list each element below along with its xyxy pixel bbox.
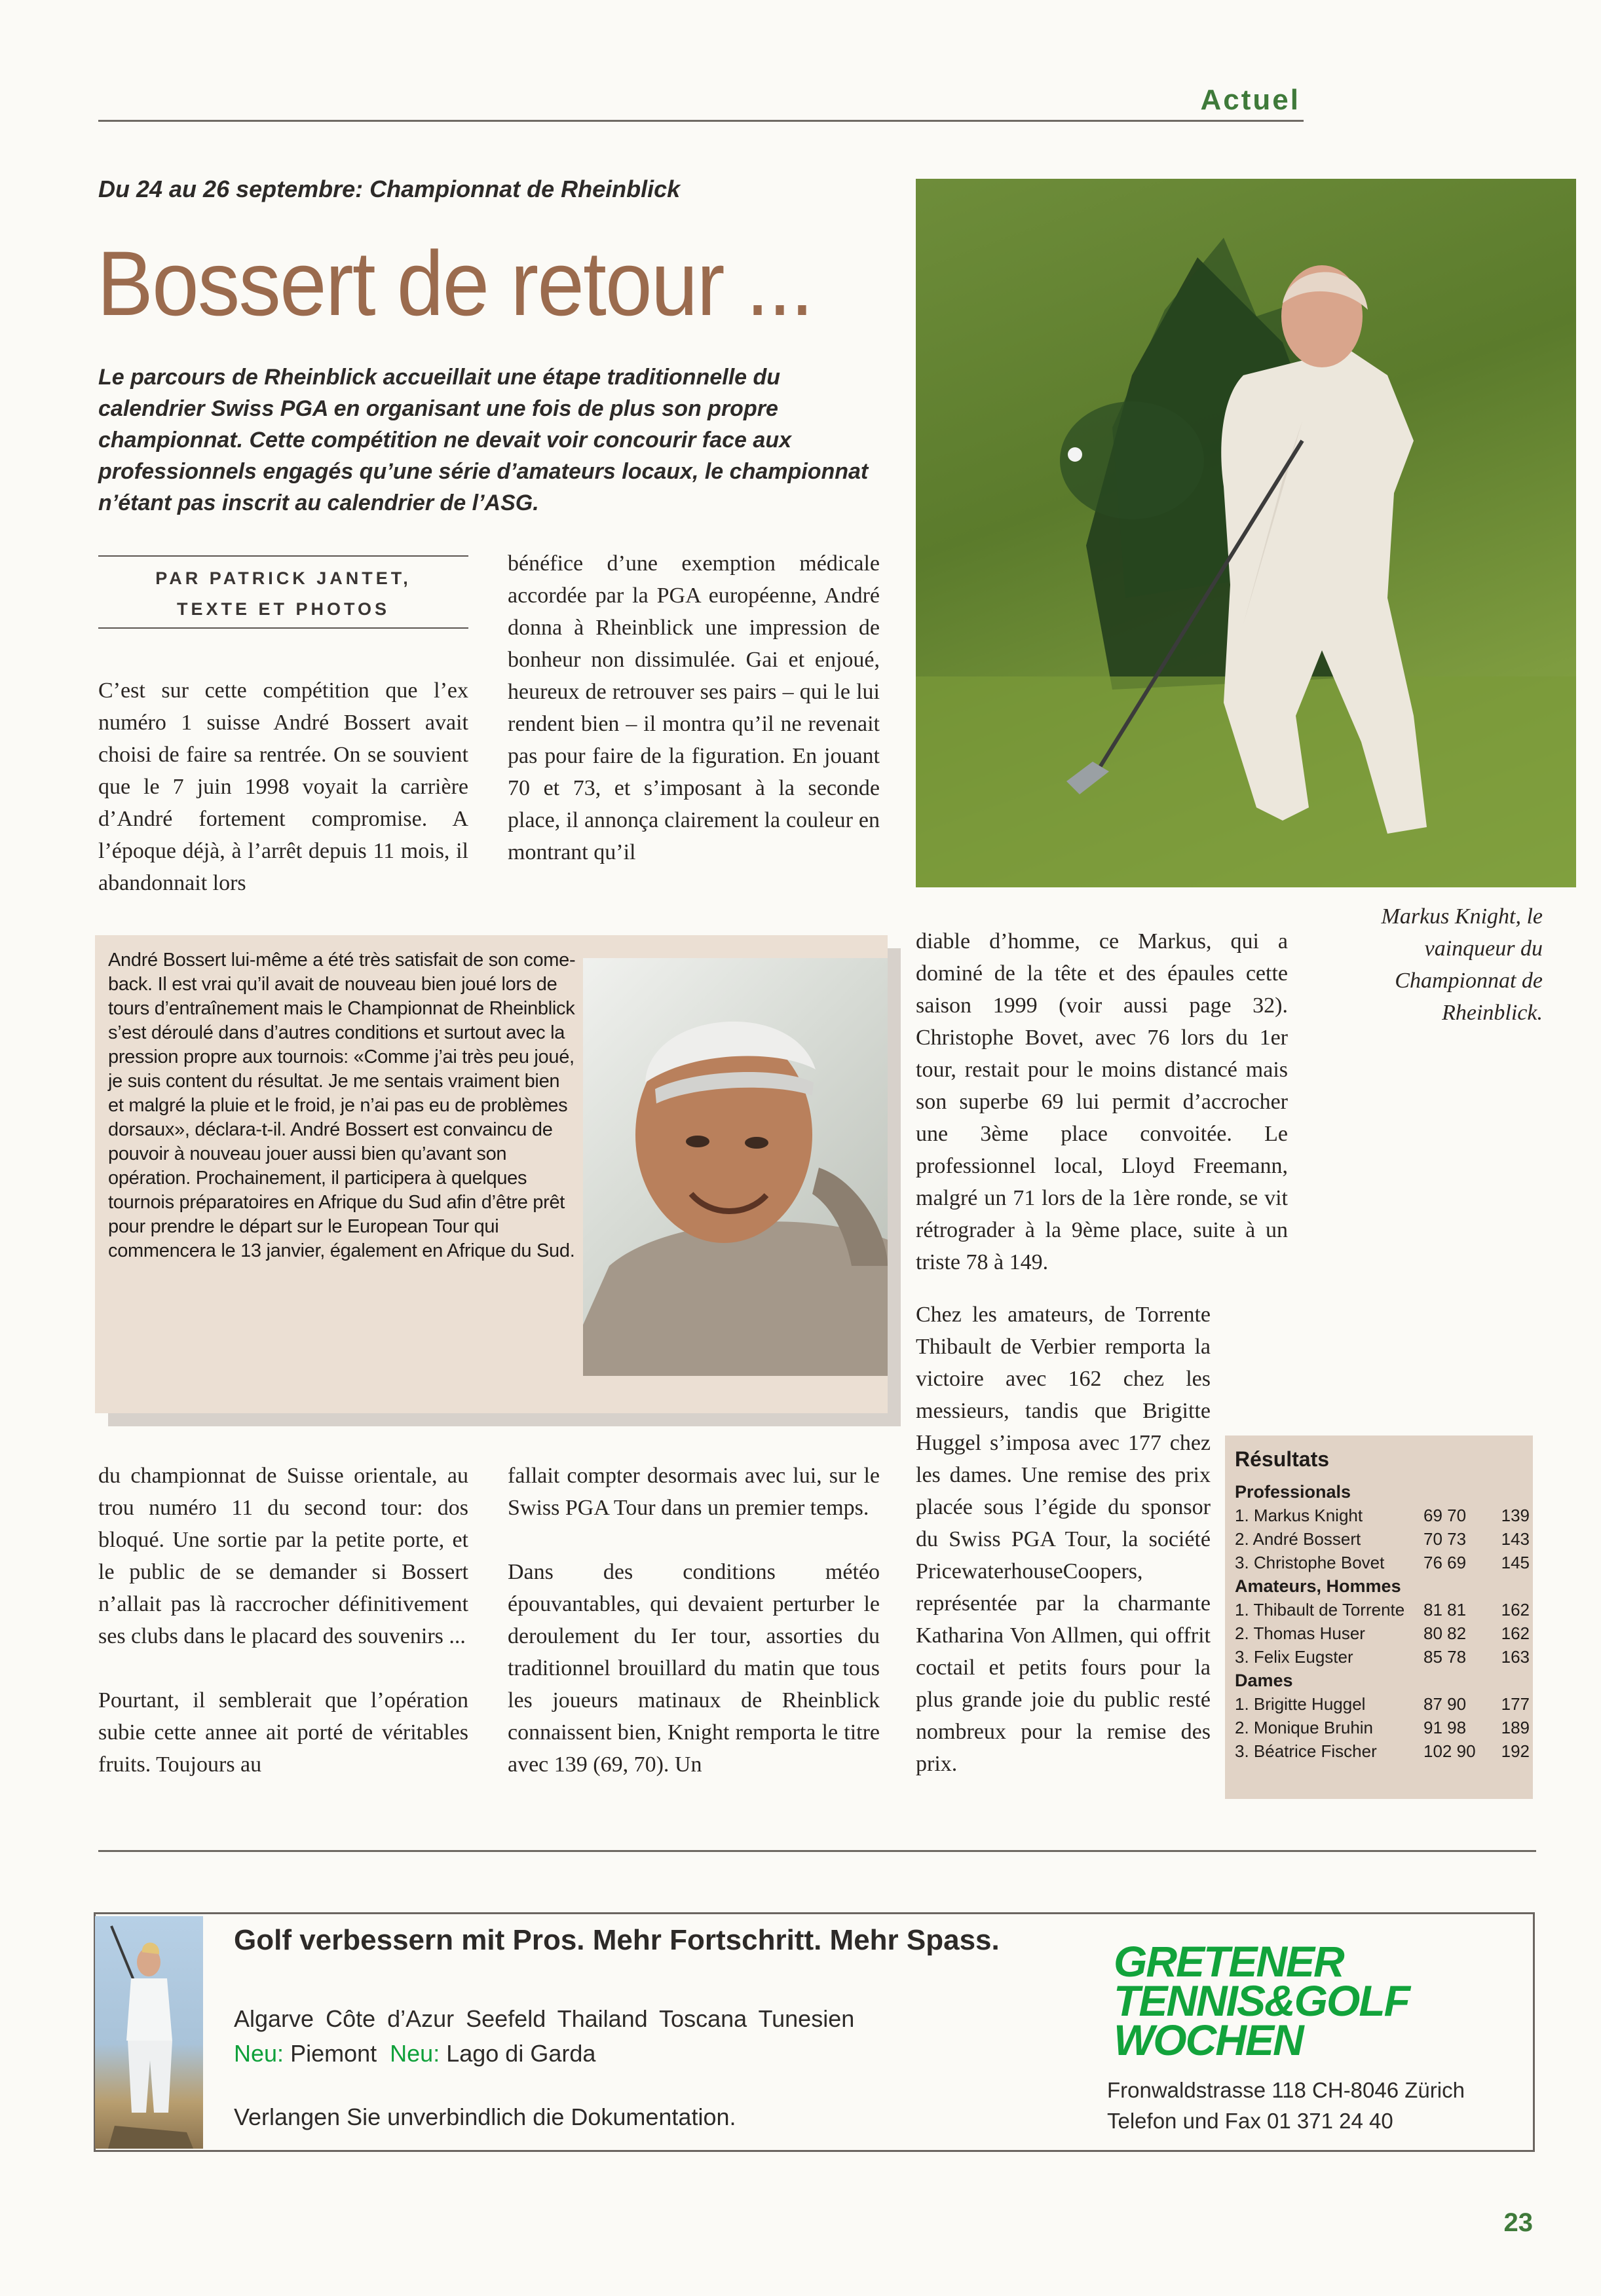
logo-line-1: GRETENER — [1114, 1938, 1344, 1986]
results-row — [1235, 1692, 1530, 1716]
sidebar-text: André Bossert lui-même a été très satisfait de son come-back. Il est vrai qu’il avait de nouveau bien joué lors de tours d’entraînement mais le Championnat de Rheinblick s’est déroulé dans d’autres conditions et surtout avec la pression propre aux tournois: «Comme j’ai très peu joué, je suis content du résultat. Je me sentais vraiment bien et malgré la pluie et le froid, je n’ai pas eu de problèmes dorsaux», déclara-t-il. André Bossert est convaincu de pouvoir à nouveau jouer aussi bien qu’avant son opération. Prochainement, il participera à quelques tournois préparatoires en Afrique du Sud afin d’être prêt pour prendre le départ sur le European Tour qui commencera le 13 janvier, également en Afrique du Sud. — [108, 950, 576, 1261]
column-1-bottom-p1: du championnat de Suisse orientale, au trou numéro 11 du second tour: dos bloqué. Une sortie par la petite porte, et le public de se demander si Bossert n’allait pas là raccrocher définitivement ses clubs dans le placard des souvenirs ... — [98, 1464, 468, 1648]
column-2-bottom-p1: fallait compter desormais avec lui, sur le Swiss PGA Tour dans un premier temps. — [508, 1464, 880, 1520]
ad-new-label: Neu: — [390, 2040, 440, 2067]
results-row — [1235, 1527, 1530, 1551]
result-name: 2. Monique Bruhin — [1235, 1718, 1374, 1737]
results-group-heading: Professionals — [1235, 1482, 1351, 1502]
ad-call-to-action: Verlangen Sie unverbindlich die Dokumentation. — [234, 2103, 736, 2130]
byline-rule-top — [98, 555, 468, 557]
golfer-chipping-illustration — [916, 179, 1576, 887]
byline-credit: TEXTE ET PHOTOS — [176, 599, 390, 619]
article-kicker: Du 24 au 26 septembre: Championnat de Rheinblick — [98, 176, 681, 202]
result-total: 139 — [1501, 1506, 1530, 1525]
results-table — [1235, 1447, 1530, 1763]
result-rounds: 85 78 — [1423, 1647, 1467, 1667]
result-total: 143 — [1501, 1529, 1530, 1549]
ad-new-destinations — [234, 2040, 595, 2067]
column-3-p1: diable d’homme, ce Markus, qui a dominé de la tête et des épaules cette saison 1999 (voir aussi page 32). Christophe Bovet, avec 76 lors du 1er tour, restait pour le moins distancé mais son superbe 69 lui permit d’accrocher une 3ème place convoitée. Le professionnel local, Lloyd Freemann, malgré un 71 lors de la 1ère ronde, se vit rétrograder à la 9ème place, suite à un triste 78 à 149. — [916, 929, 1288, 1274]
page-number: 23 — [1503, 2208, 1533, 2237]
article-lead: Le parcours de Rheinblick accueillait une étape traditionnelle du calendrier Swiss PGA en organisant une fois de plus son propre championnat. Cette compétition ne devait voir concourir face aux professionnels engagés qu’une série d’amateurs locaux, le championnat n’étant pas inscrit au calendrier de l’ASG. — [98, 365, 869, 515]
byline — [98, 563, 468, 625]
golfer-portrait-illustration — [583, 958, 888, 1376]
results-group-heading: Dames — [1235, 1671, 1293, 1690]
column-2-bottom — [508, 1460, 880, 1781]
ad-address: Fronwaldstrasse 118 CH-8046 Zürich — [1107, 2078, 1465, 2102]
result-name: 3. Felix Eugster — [1235, 1647, 1353, 1667]
results-row — [1235, 1739, 1530, 1763]
column-1-top-text: C’est sur cette compétition que l’ex numéro 1 suisse André Bossert avait choisi de faire sa rentrée. On se souvient que le 7 juin 1998 voyait la carrière d’André fortement compromise. A l’époque déjà, à l’arrêt depuis 11 mois, il abandonnait lors — [98, 678, 468, 895]
results-row — [1235, 1645, 1530, 1669]
byline-rule-bottom — [98, 627, 468, 629]
result-rounds: 69 70 — [1423, 1506, 1467, 1525]
results-row — [1235, 1621, 1530, 1645]
byline-author: PAR PATRICK JANTET, — [155, 568, 411, 588]
result-rounds: 70 73 — [1423, 1529, 1467, 1549]
column-2-top-text: bénéfice d’une exemption médicale accordée par la PGA européenne, André donna à Rheinblick une impression de bonheur non dissimulée. Gai et enjoué, heureux de retrouver ses pairs – qui le lui rendent bien – il montra qu’il ne revenait pas pour faire de la figuration. En jouant 70 et 73, et s’imposant à la seconde place, il annonça clairement la couleur en montrant qu’il — [508, 551, 880, 864]
ad-destinations: Algarve Côte d’Azur Seefeld Thailand Toscana Tunesien — [234, 2005, 855, 2032]
results-group-heading: Amateurs, Hommes — [1235, 1576, 1401, 1596]
section-label: Actuel — [1200, 84, 1300, 116]
ad-new-destination: Piemont — [290, 2040, 377, 2067]
results-row — [1235, 1716, 1530, 1739]
result-rounds: 91 98 — [1423, 1718, 1467, 1737]
result-total: 163 — [1501, 1647, 1530, 1667]
ad-headline: Golf verbessern mit Pros. Mehr Fortschritt. Mehr Spass. — [234, 1924, 1000, 1956]
column-3-narrow — [916, 1299, 1211, 1780]
article-headline: Bossert de retour ... — [97, 232, 813, 335]
result-name: 3. Béatrice Fischer — [1235, 1741, 1377, 1761]
photo-markus-knight — [916, 179, 1576, 887]
result-total: 162 — [1501, 1600, 1530, 1620]
column-2-top — [508, 547, 880, 901]
result-name: 1. Thibault de Torrente — [1235, 1600, 1405, 1620]
results-title: Résultats — [1235, 1447, 1330, 1471]
logo-line-2: TENNIS&GOLF — [1114, 1976, 1409, 2025]
ad-phone: Telefon und Fax 01 371 24 40 — [1107, 2109, 1393, 2133]
result-name: 1. Markus Knight — [1235, 1506, 1363, 1525]
gretener-logo — [1107, 1938, 1500, 2063]
column-2-bottom-p2: Dans des conditions météo épouvantables, qui devaient perturber le deroulement du Ier tour, assorties du traditionnel brouillard du matin que tous les joueurs matinaux de Rheinblick connaissent bien, Knight remporta le titre avec 139 (69, 70). Un — [508, 1560, 880, 1777]
result-total: 145 — [1501, 1553, 1530, 1572]
footer-rule — [98, 1850, 1536, 1852]
photo-andre-bossert — [583, 958, 888, 1376]
result-total: 192 — [1501, 1741, 1530, 1761]
result-total: 162 — [1501, 1623, 1530, 1643]
ad-contact — [1107, 2075, 1465, 2136]
header-rule — [98, 120, 1304, 122]
logo-line-3: WOCHEN — [1114, 2016, 1303, 2063]
photo-caption: Markus Knight, le vainqueur du Championnat de Rheinblick. — [1381, 904, 1543, 1025]
ad-golfer-photo — [95, 1916, 203, 2149]
result-name: 1. Brigitte Huggel — [1235, 1694, 1366, 1714]
column-1-bottom — [98, 1460, 468, 1781]
result-rounds: 102 90 — [1423, 1741, 1476, 1761]
result-rounds: 80 82 — [1423, 1623, 1467, 1643]
results-row — [1235, 1551, 1530, 1574]
column-1-top — [98, 675, 468, 900]
result-rounds: 76 69 — [1423, 1553, 1467, 1572]
column-3-p2: Chez les amateurs, de Torrente Thibault de Verbier remporta la victoire avec 162 chez les messieurs, tandis que Brigitte Huggel s’imposa avec 177 chez les dames. Une remise des prix placée sous l’égide du sponsor du Swiss PGA Tour, la société PricewaterhouseCoopers, représentée par la charmante Katharina Von Allmen, qui offrit coctail et petits fours pour la plus grande joie du public resté nombreux pour la remise des prix. — [916, 1303, 1211, 1776]
results-row — [1235, 1504, 1530, 1527]
ad-golfer-illustration — [95, 1916, 203, 2149]
ad-new-destination: Lago di Garda — [446, 2040, 596, 2067]
result-total: 177 — [1501, 1694, 1530, 1714]
result-rounds: 87 90 — [1423, 1694, 1467, 1714]
results-row — [1235, 1598, 1530, 1621]
result-name: 2. Thomas Huser — [1235, 1623, 1365, 1643]
result-rounds: 81 81 — [1423, 1600, 1467, 1620]
result-total: 189 — [1501, 1718, 1530, 1737]
result-name: 3. Christophe Bovet — [1235, 1553, 1385, 1572]
ad-new-label: Neu: — [234, 2040, 284, 2067]
result-name: 2. André Bossert — [1235, 1529, 1361, 1549]
column-1-bottom-p2: Pourtant, il semblerait que l’opération subie cette annee ait porté de véritables fruits. Toujours au — [98, 1688, 468, 1777]
column-3 — [916, 925, 1288, 1278]
